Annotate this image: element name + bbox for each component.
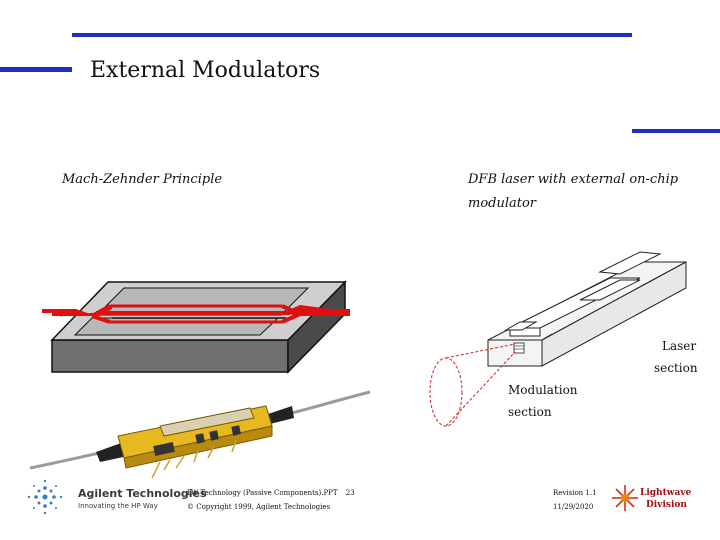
footer-course: LW Technology (Passive Components).PPT (187, 489, 338, 497)
laser-section-label-line1: Laser (662, 339, 697, 353)
footer-copyright: © Copyright 1999, Agilent Technologies (187, 503, 331, 511)
mach-zehnder-label: Mach-Zehnder Principle (62, 172, 223, 187)
footer-page-number: 23 (345, 489, 355, 497)
agilent-logo-name: Agilent Technologies (78, 487, 207, 500)
modulation-section-label-line2: section (508, 405, 552, 419)
laser-section-label-line2: section (654, 361, 698, 375)
footer-revision: Revision 1.1 (553, 489, 597, 497)
modulation-section-label-line1: Modulation (508, 383, 578, 397)
agilent-logo-tagline: Innovating the HP Way (78, 502, 158, 510)
footer-date: 11/29/2020 (553, 503, 594, 511)
page-title: External Modulators (90, 58, 321, 83)
dfb-label-line2: modulator (468, 196, 537, 211)
lightwave-logo-line1: Lightwave (640, 488, 692, 498)
dfb-label-line1: DFB laser with external on-chip (468, 172, 679, 187)
lightwave-logo-line2: Division (646, 500, 687, 510)
